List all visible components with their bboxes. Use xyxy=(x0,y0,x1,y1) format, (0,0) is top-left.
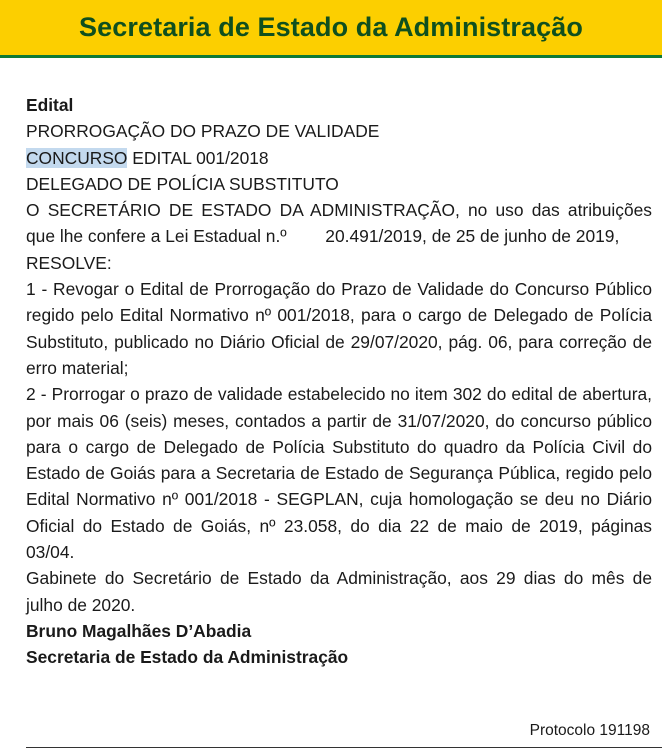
selected-text-highlight[interactable]: CONCURSO xyxy=(26,147,128,168)
doc-item-1: 1 - Revogar o Edital de Prorrogação do Prazo de Validade do Concurso Público regido pelo Edital Normativo nº 001/2018, para o cargo de Delegado de Polícia Substituto, publicado no Diário Oficial de 29/07/2020, pág. 06, para correção de erro material; xyxy=(26,279,652,378)
doc-resolve: RESOLVE: xyxy=(26,252,112,273)
header-title: Secretaria de Estado da Administração xyxy=(79,12,583,42)
doc-closing: Gabinete do Secretário de Estado da Administração, aos 29 dias do mês de julho de 2020. xyxy=(26,568,652,615)
signer-org: Secretaria de Estado da Administração xyxy=(26,647,349,668)
preamble-text: O SECRETÁRIO DE ESTADO DA ADMINISTRAÇÃO, no uso das atribuições que lhe confere a Lei Estadual n.º xyxy=(26,200,652,247)
doc-label: Edital xyxy=(26,95,74,115)
protocol-number: Protocolo 191198 xyxy=(529,722,650,739)
preamble-date: de 25 de junho de 2019, xyxy=(431,226,620,247)
doc-preamble xyxy=(26,197,652,250)
doc-item-2: 2 - Prorrogar o prazo de validade estabelecido no item 302 do edital de abertura, por mais 06 (seis) meses, contados a partir de 31/07/2020, do concurso público para o cargo de Delegado de Polícia Substituto do quadro da Polícia Civil do Estado de Goiás para a Secretaria de Estado de Segurança Pública, regido pelo Edital Normativo nº 001/2018 - SEGPLAN, cuja homologação se deu no Diário Oficial do Estado de Goiás, nº 23.058, do dia 22 de maio de 2019, páginas 03/04. xyxy=(26,384,652,563)
preamble-law-number: 20.491/2019, xyxy=(325,226,427,247)
signer-name: Bruno Magalhães D’Abadia xyxy=(26,620,252,641)
document-body xyxy=(26,92,652,671)
doc-concurso-line xyxy=(26,145,652,171)
concurso-edital-text: EDITAL 001/2018 xyxy=(127,147,269,168)
doc-position: DELEGADO DE POLÍCIA SUBSTITUTO xyxy=(26,173,339,194)
page-header xyxy=(0,0,662,58)
footer-divider xyxy=(26,747,662,748)
doc-subject: PRORROGAÇÃO DO PRAZO DE VALIDADE xyxy=(26,121,380,142)
